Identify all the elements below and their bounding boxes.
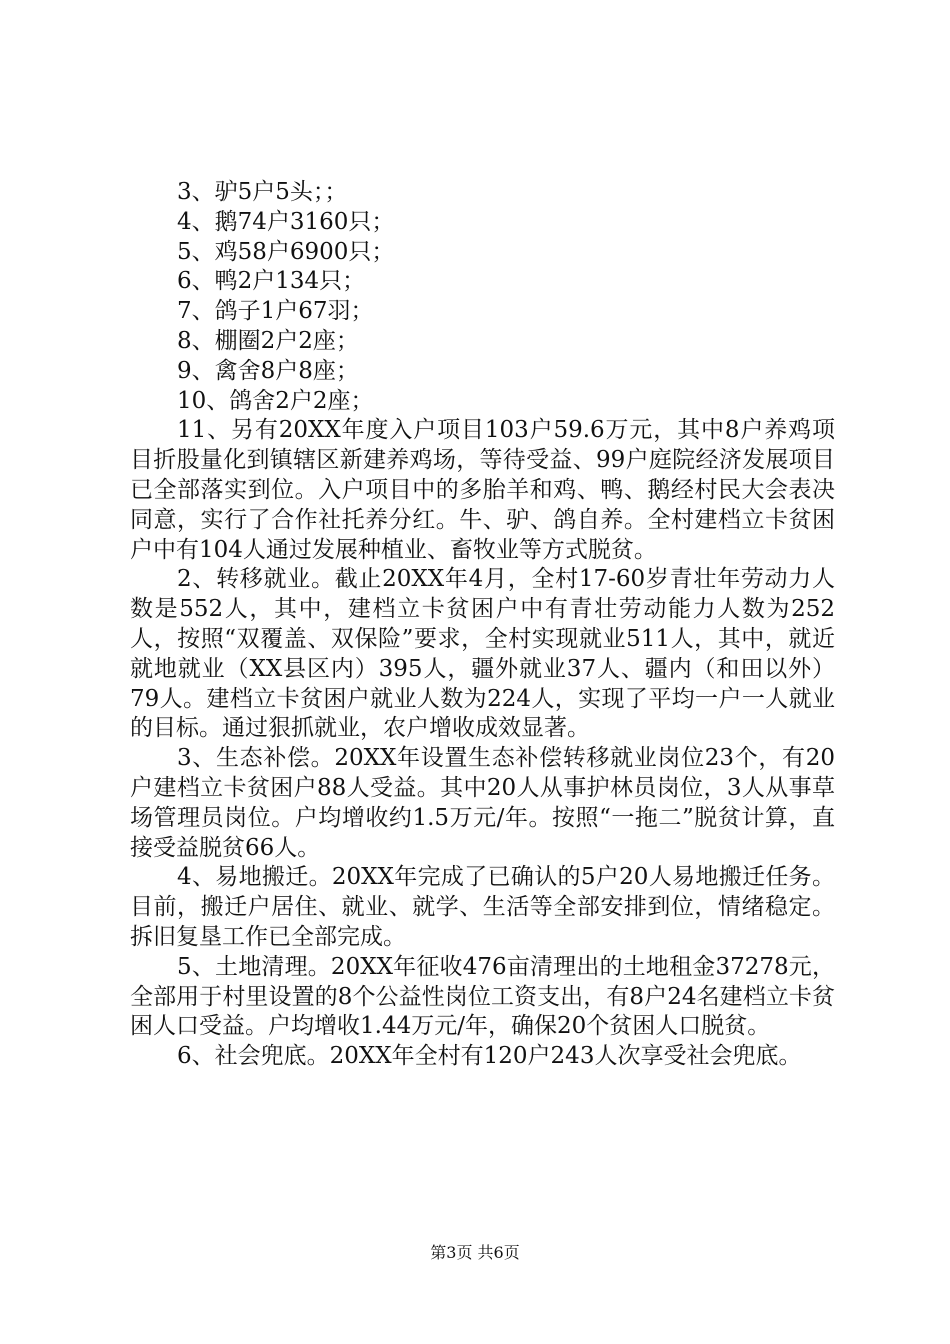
list-item: 6、鸭2户134只； — [177, 268, 366, 295]
paragraph-entry-household-projects: 11、另有20XX年度入户项目103户59.6万元，其中8户养鸡项目折股量化到镇辖区新建养鸡场，等待受益、99户庭院经济发展项目已全部落实到位。入户项目中的多胎羊和鸡、鸭、鹅经村民大会表决同意，实行了合作社托养分红。牛、驴、鸽自养。全村建档立卡贫困户中有104人通过发展种植业、畜牧业等方式脱贫。 — [130, 417, 835, 563]
document-body — [130, 178, 835, 1072]
list-item: 9、禽舍8户8座； — [177, 357, 359, 384]
list-item: 10、鸽舍2户2座； — [177, 387, 374, 414]
list-item: 5、鸡58户6900只； — [177, 238, 395, 265]
page-number-footer: 第3页 共6页 — [430, 1243, 520, 1262]
list-item: 8、棚圈2户2座； — [177, 327, 359, 354]
paragraph-land-clearance: 5、土地清理。20XX年征收476亩清理出的土地租金37278元，全部用于村里设置的8个公益性岗位工资支出，有8户24名建档立卡贫困人口受益。户均增收1.44万元/年，确保20个贫困人口脱贫。 — [130, 953, 835, 1040]
paragraph-employment-transfer: 2、转移就业。截止20XX年4月，全村17-60岁青壮年劳动力人数是552人，其中，建档立卡贫困户中有青壮劳动能力人数为252人，按照“双覆盖、双保险”要求，全村实现就业511人，其中，就近就地就业（XX县区内）395人，疆外就业37人、疆内（和田以外）79人。建档立卡贫困户就业人数为224人，实现了平均一户一人就业的目标。通过狠抓就业，农户增收成效显著。 — [130, 566, 835, 742]
list-item: 4、鹅74户3160只； — [177, 208, 395, 235]
paragraph-ecological-compensation: 3、生态补偿。20XX年设置生态补偿转移就业岗位23个，有20户建档立卡贫困户88人受益。其中20人从事护林员岗位，3人从事草场管理员岗位。户均增收约1.5万元/年。按照“一拖二”脱贫计算，直接受益脱贫66人。 — [130, 745, 835, 861]
paragraph-social-security: 6、社会兜底。20XX年全村有120户243人次享受社会兜底。 — [177, 1043, 802, 1070]
list-item: 3、驴5户5头；； — [177, 179, 348, 205]
list-item: 7、鸽子1户67羽； — [177, 298, 374, 325]
paragraph-relocation: 4、易地搬迁。20XX年完成了已确认的5户20人易地搬迁任务。目前，搬迁户居住、就业、就学、生活等全部安排到位，情绪稳定。拆旧复垦工作已全部完成。 — [130, 864, 835, 950]
